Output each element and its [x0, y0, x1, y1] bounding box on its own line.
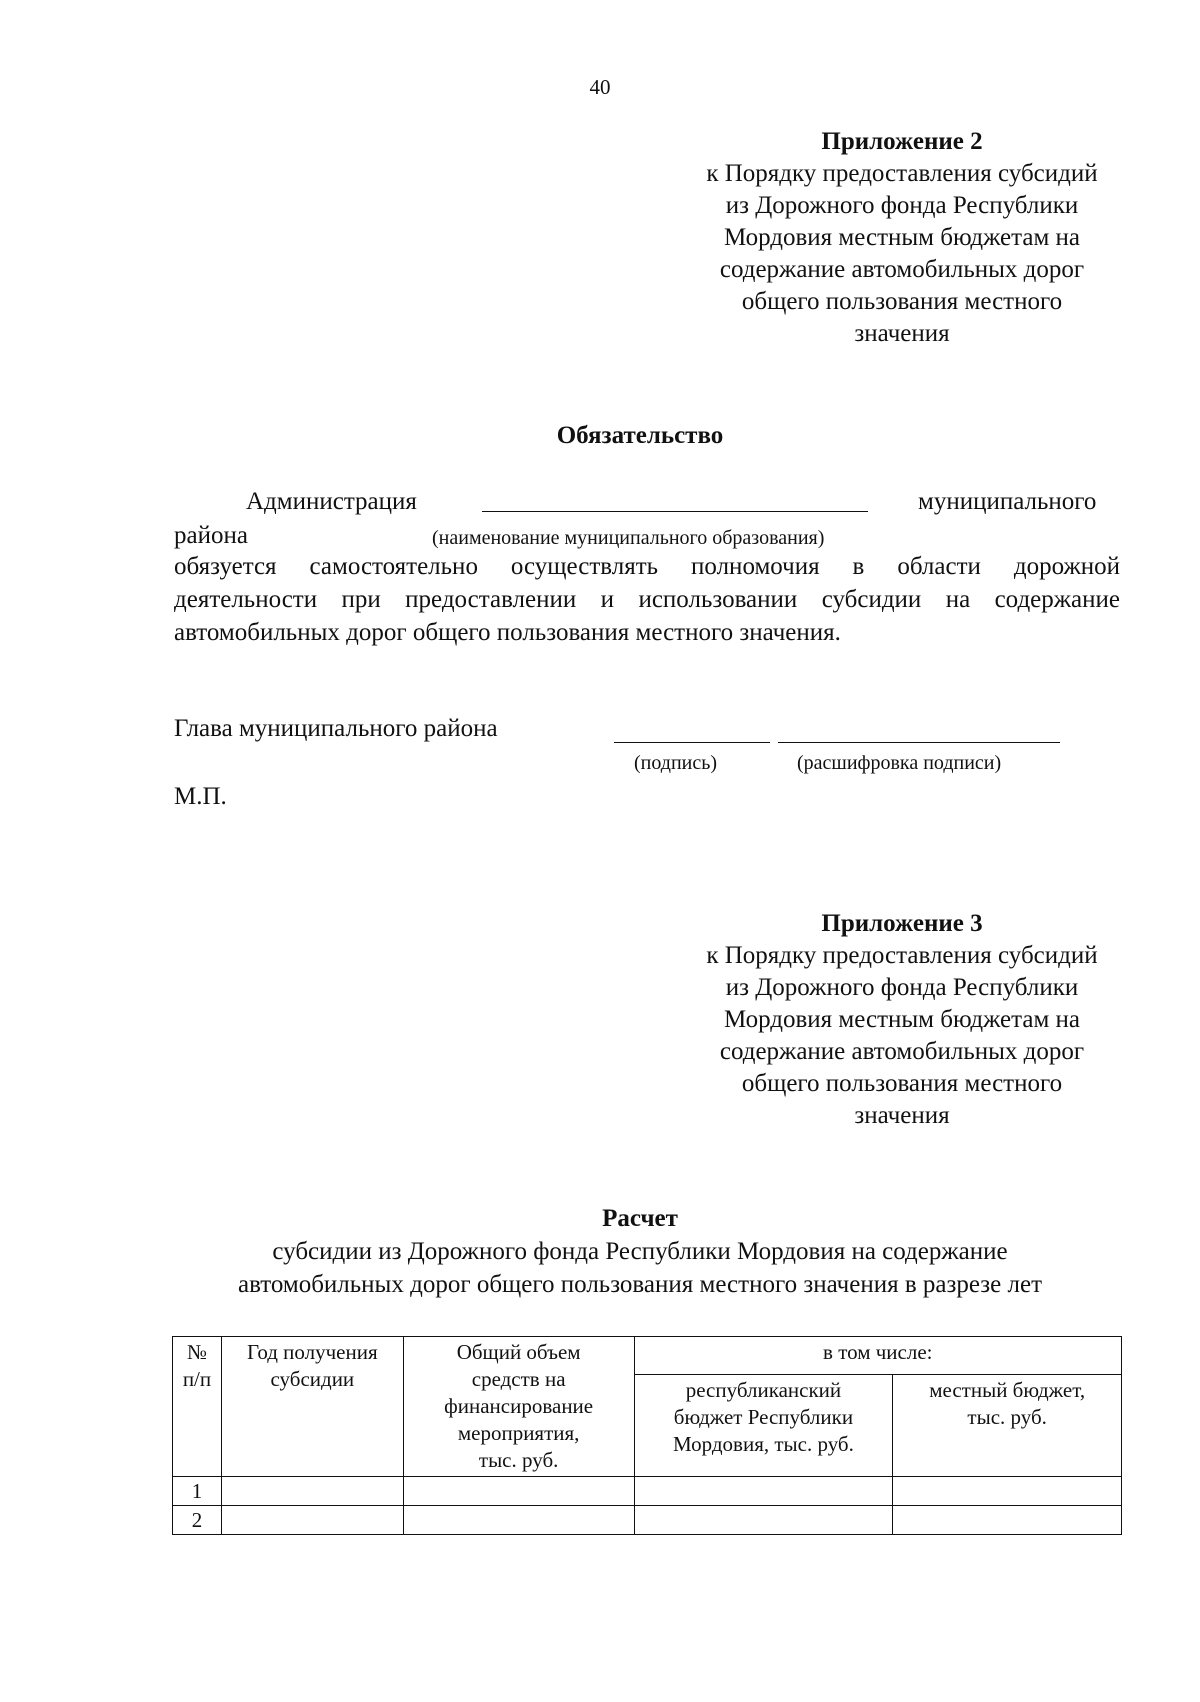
- header-republic: республиканский бюджет Республики Мордовия, тыс. руб.: [634, 1374, 893, 1476]
- appendix-2-line: содержание автомобильных дорог: [719, 256, 1085, 283]
- page-number: 40: [589, 75, 611, 99]
- row-republic: [634, 1506, 893, 1535]
- appendix-3-block: [662, 908, 1142, 1132]
- appendix-3-title: Приложение 3: [821, 910, 983, 937]
- appendix-2-line: Мордовия местным бюджетам на: [724, 224, 1080, 251]
- appendix-3-line: значения: [854, 1102, 950, 1129]
- appendix-2-line: к Порядку предоставления субсидий: [706, 160, 1098, 187]
- row-num: 1: [173, 1477, 222, 1506]
- row-year: [221, 1477, 403, 1506]
- decryption-caption: (расшифровка подписи): [797, 752, 1002, 774]
- obligation-heading: Обязательство: [556, 422, 724, 449]
- header-total: Общий объем средств на финансирование мероприятия, тыс. руб.: [403, 1337, 634, 1477]
- appendix-3-line: к Порядку предоставления субсидий: [706, 942, 1098, 969]
- row-year: [221, 1506, 403, 1535]
- appendix-3-line: из Дорожного фонда Республики: [725, 974, 1079, 1001]
- obligation-body-line: обязуется самостоятельно осуществлять полномочия в области дорожной: [174, 553, 1120, 580]
- head-label: Глава муниципального района: [174, 715, 498, 742]
- calculation-subtitle-line: автомобильных дорог общего пользования местного значения в разрезе лет: [237, 1271, 1043, 1298]
- municipality-name-caption: (наименование муниципального образования): [432, 527, 825, 549]
- administration-word: Администрация: [246, 488, 417, 515]
- appendix-2-line: из Дорожного фонда Республики: [725, 192, 1079, 219]
- obligation-body-line: автомобильных дорог общего пользования местного значения.: [174, 619, 841, 646]
- appendix-2-line: значения: [854, 320, 950, 347]
- appendix-2-block: [662, 126, 1142, 350]
- municipality-name-line: [482, 511, 868, 512]
- header-including: в том числе:: [634, 1337, 1121, 1375]
- header-year: Год получения субсидии: [221, 1337, 403, 1477]
- header-num: № п/п: [173, 1337, 222, 1477]
- table-row: [173, 1506, 1122, 1535]
- appendix-3-line: содержание автомобильных дорог: [719, 1038, 1085, 1065]
- calculation-subtitle: [160, 1235, 1120, 1301]
- row-total: [403, 1506, 634, 1535]
- calculation-heading: Расчет: [602, 1205, 678, 1232]
- row-republic: [634, 1477, 893, 1506]
- obligation-body-line: деятельности при предоставлении и использовании субсидии на содержание: [174, 586, 1120, 613]
- calculation-subtitle-line: субсидии из Дорожного фонда Республики Мордовия на содержание: [272, 1238, 1008, 1265]
- municipal-word: муниципального: [918, 488, 1097, 515]
- row-local: [893, 1506, 1122, 1535]
- table-row: [173, 1477, 1122, 1506]
- row-local: [893, 1477, 1122, 1506]
- appendix-2-line: общего пользования местного: [741, 288, 1063, 315]
- decryption-line: [778, 742, 1060, 743]
- signature-line: [614, 742, 770, 743]
- header-local: местный бюджет, тыс. руб.: [893, 1374, 1122, 1476]
- district-word: района: [174, 522, 248, 549]
- appendix-3-line: Мордовия местным бюджетам на: [724, 1006, 1080, 1033]
- seal-label: М.П.: [174, 783, 227, 810]
- row-total: [403, 1477, 634, 1506]
- appendix-3-line: общего пользования местного: [741, 1070, 1063, 1097]
- signature-caption: (подпись): [634, 752, 718, 774]
- appendix-2-title: Приложение 2: [821, 128, 983, 155]
- row-num: 2: [173, 1506, 222, 1535]
- calculation-table: [172, 1336, 1122, 1535]
